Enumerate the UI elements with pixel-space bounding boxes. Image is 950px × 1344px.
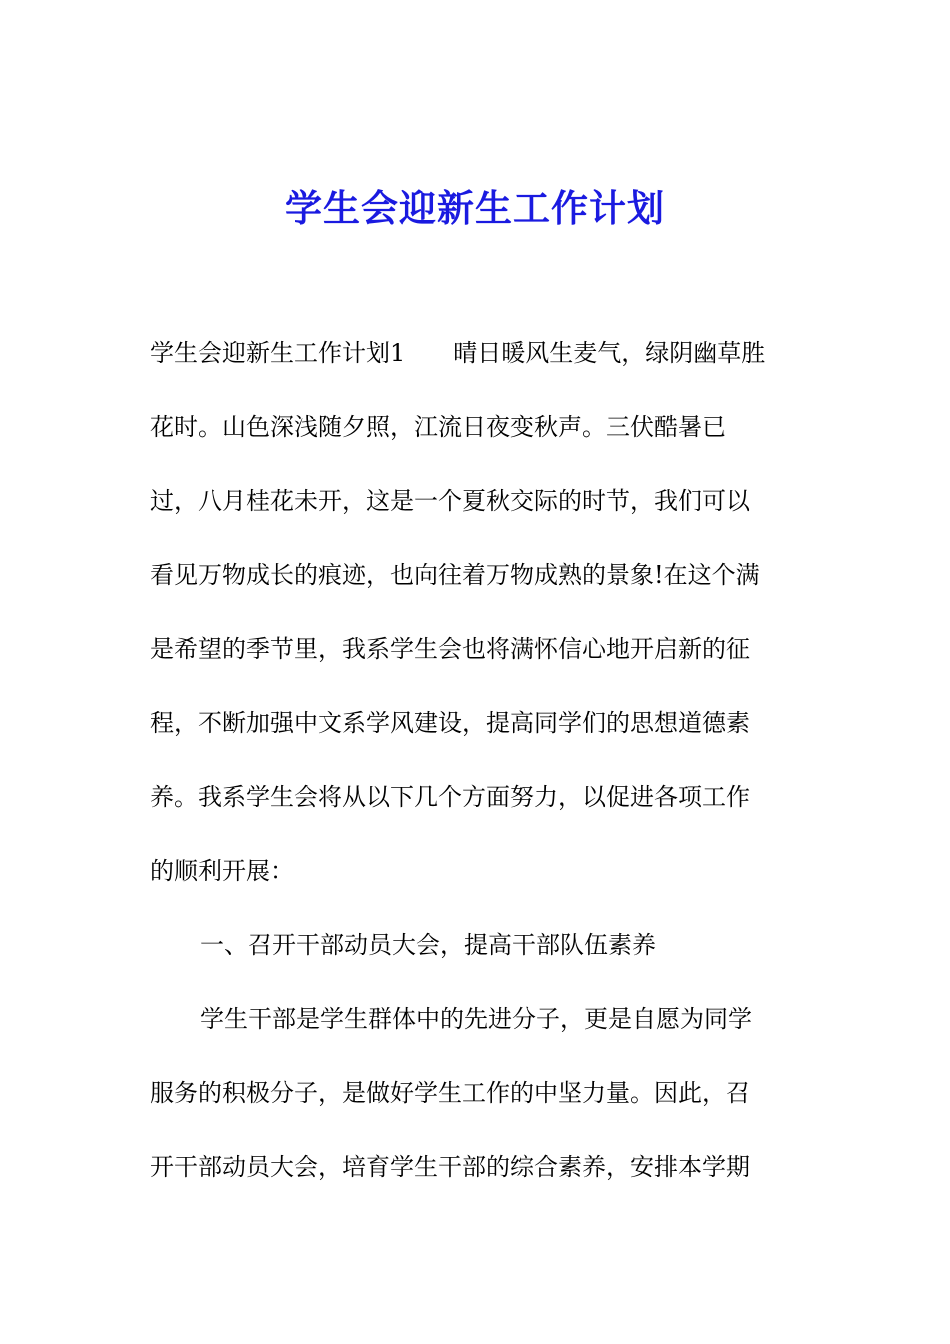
- paragraph-line: 程，不断加强中文系学风建设，提高同学们的思想道德素: [150, 709, 750, 737]
- paragraph-line: 过，八月桂花未开，这是一个夏秋交际的时节，我们可以: [150, 487, 750, 515]
- document-title: 学生会迎新生工作计划: [285, 187, 665, 230]
- section-heading: 一、召开干部动员大会，提高干部队伍素养: [200, 931, 656, 959]
- paragraph-line: 学生干部是学生群体中的先进分子，更是自愿为同学: [200, 1005, 752, 1033]
- paragraph-line: 是希望的季节里，我系学生会也将满怀信心地开启新的征: [150, 635, 750, 663]
- paragraph-line: 服务的积极分子，是做好学生工作的中坚力量。因此，召: [150, 1079, 750, 1107]
- paragraph-line: 开干部动员大会，培育学生干部的综合素养，安排本学期: [150, 1153, 750, 1181]
- paragraph-line: 养。我系学生会将从以下几个方面努力，以促进各项工作: [150, 783, 750, 811]
- paragraph-line: 花时。山色深浅随夕照，江流日夜变秋声。三伏酷暑已: [150, 413, 726, 441]
- paragraph-line: 看见万物成长的痕迹，也向往着万物成熟的景象!在这个满: [150, 561, 760, 589]
- paragraph-line: 的顺利开展：: [150, 857, 294, 885]
- paragraph-line: 学生会迎新生工作计划1 晴日暖风生麦气，绿阴幽草胜: [150, 339, 766, 367]
